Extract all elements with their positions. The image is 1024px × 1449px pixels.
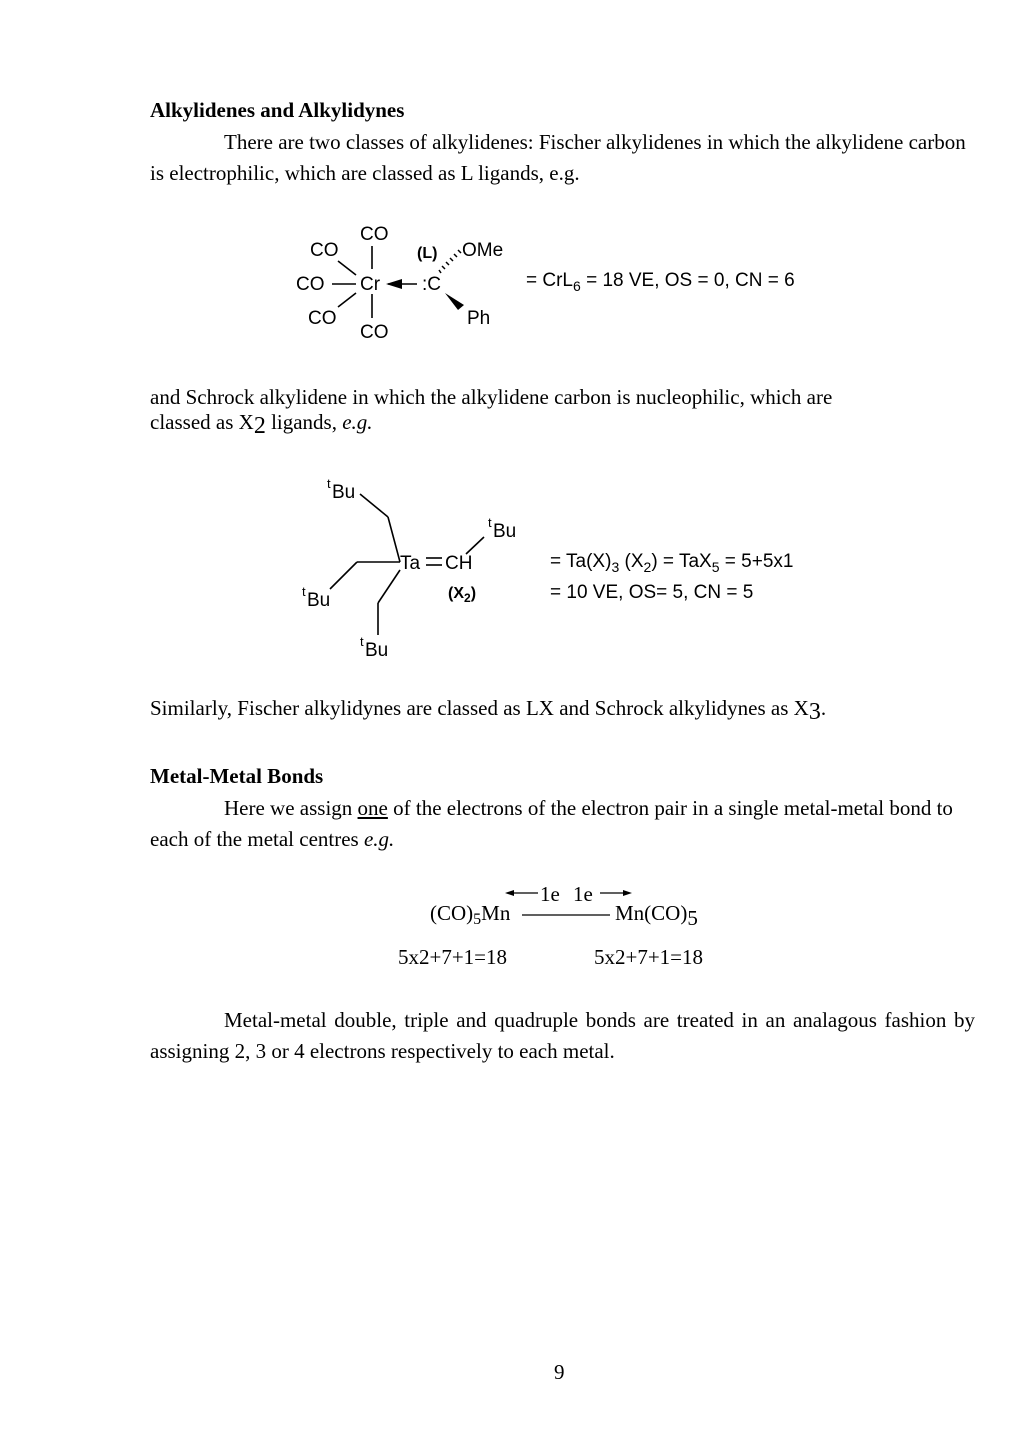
intro-paragraph: There are two classes of alkylidenes: Fischer alkylidenes in which the alkylidene carbon is electrophilic, which are classed as L ligands, e.g. xyxy=(150,130,966,185)
right-electron-count: 5x2+7+1=18 xyxy=(594,945,704,969)
x2-ligand-label: $(X_2)$ xyxy=(448,585,477,605)
left-electron-count: 5x2+7+1=18 xyxy=(398,945,508,969)
closing-paragraph: Metal-metal double, triple and quadruple bonds are treated in an analagous fashion by assigning 2, 3 or 4 electrons respectively to each metal. xyxy=(150,1008,975,1063)
tbu-bottom-t: t xyxy=(360,634,364,649)
co-bottom: CO xyxy=(360,322,389,343)
schrock-equation-1: = $Ta(X)_3$ $(X_2) = TaX_5 = 5+5x1$ xyxy=(550,551,794,575)
section-heading-alkylidenes: Alkylidenes and Alkylidynes xyxy=(150,98,405,122)
right-manganese-fragment: Mn(CO)5 xyxy=(615,901,698,930)
schrock-alkylidene-structure xyxy=(290,470,850,670)
methoxy-group: OMe xyxy=(462,240,504,261)
fischer-carbene-structure xyxy=(290,218,850,348)
ligand-type-label: (L) xyxy=(417,245,438,262)
tantalum-atom: Ta xyxy=(400,553,421,574)
tbu-left: Bu xyxy=(307,590,331,611)
phenyl-group: Ph xyxy=(467,308,491,329)
tbu-right-t: t xyxy=(488,515,492,530)
chromium-atom: Cr xyxy=(360,274,381,295)
tbu-bottom: Bu xyxy=(365,640,389,661)
co-top: CO xyxy=(360,224,389,245)
page-number: 9 xyxy=(554,1360,565,1384)
left-manganese-fragment: (CO)5Mn xyxy=(430,901,511,928)
schrock-paragraph-line1: and Schrock alkylidene in which the alkylidene carbon is nucleophilic, which are xyxy=(150,385,833,409)
tbu-top-left-t: t xyxy=(327,476,331,491)
similarly-sentence: Similarly, Fischer alkylidynes are classed as LX and Schrock alkylidynes as X3. xyxy=(150,696,827,725)
co-left: CO xyxy=(296,274,325,295)
tbu-right: Bu xyxy=(493,521,517,542)
co-upper-left: CO xyxy=(310,240,339,261)
section-heading-metal-metal: Metal-Metal Bonds xyxy=(150,764,324,788)
fischer-count-equation: = CrL$_6$ = 18 VE, OS = 0, CN = 6 xyxy=(526,270,795,294)
tbu-top-left: Bu xyxy=(332,482,356,503)
electron-right-label: 1e xyxy=(573,882,593,906)
electron-left-label: 1e xyxy=(540,882,560,906)
schrock-paragraph-line2: classed as X2 ligands, e.g. xyxy=(150,410,373,439)
metal-metal-paragraph: Here we assign one of the electrons of the electron pair in a single metal-metal bond to each of the metal centres e.g. xyxy=(150,796,953,851)
carbene-carbon: :C xyxy=(422,274,441,295)
tbu-left-t: t xyxy=(302,584,306,599)
co-lower-left: CO xyxy=(308,308,337,329)
alkylidene-ch: CH xyxy=(445,553,473,574)
schrock-equation-2: = 10 VE, OS= 5, CN = 5 xyxy=(550,582,754,603)
